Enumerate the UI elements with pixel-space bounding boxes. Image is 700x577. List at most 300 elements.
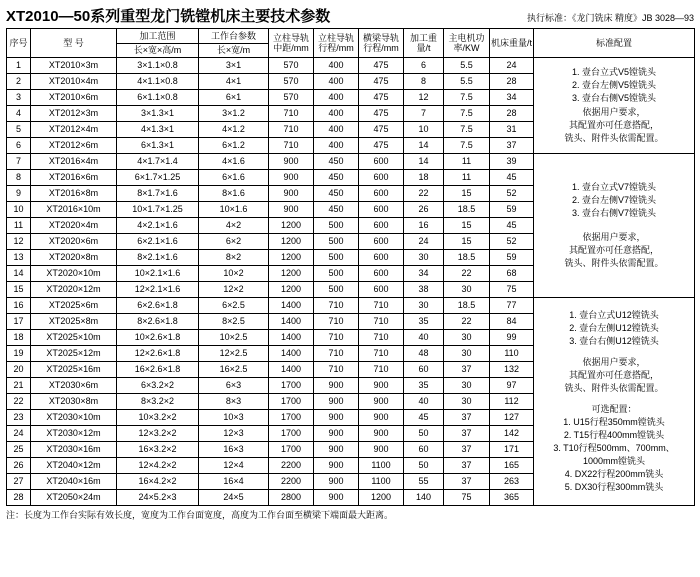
cell-no: 19 bbox=[7, 346, 31, 362]
cell-load: 14 bbox=[404, 138, 444, 154]
cell-table: 4×1.6 bbox=[199, 154, 269, 170]
cell-power: 22 bbox=[444, 266, 490, 282]
cell-weight: 97 bbox=[490, 378, 534, 394]
cell-weight: 45 bbox=[490, 170, 534, 186]
cell-no: 24 bbox=[7, 426, 31, 442]
cell-table: 12×2.5 bbox=[199, 346, 269, 362]
cell-table: 12×2 bbox=[199, 282, 269, 298]
cell-no: 23 bbox=[7, 410, 31, 426]
config-line: 其配置亦可任意搭配， bbox=[568, 119, 659, 130]
cell-no: 14 bbox=[7, 266, 31, 282]
cell-load: 30 bbox=[404, 250, 444, 266]
cell-load: 12 bbox=[404, 90, 444, 106]
cell-col: 500 bbox=[314, 282, 359, 298]
cell-table: 3×1 bbox=[199, 58, 269, 74]
col-header-power: 主电机功率/KW bbox=[444, 29, 490, 58]
cell-model: XT2016×6m bbox=[31, 170, 117, 186]
cell-power: 75 bbox=[444, 490, 490, 506]
cell-mid: 1200 bbox=[269, 218, 314, 234]
cell-power: 37 bbox=[444, 442, 490, 458]
cell-col: 710 bbox=[314, 298, 359, 314]
cell-proc: 12×2.6×1.8 bbox=[117, 346, 199, 362]
cell-beam: 475 bbox=[359, 106, 404, 122]
cell-proc: 3×1.1×0.8 bbox=[117, 58, 199, 74]
cell-mid: 570 bbox=[269, 74, 314, 90]
config-line: 3. 壹台右侧V7镗铣头 bbox=[571, 208, 656, 219]
cell-power: 18.5 bbox=[444, 202, 490, 218]
cell-beam: 600 bbox=[359, 282, 404, 298]
config-line: 其配置亦可任意搭配， bbox=[568, 244, 659, 255]
cell-config-group-2 bbox=[534, 154, 695, 298]
cell-table: 6×1.2 bbox=[199, 138, 269, 154]
cell-col: 400 bbox=[314, 122, 359, 138]
cell-col: 710 bbox=[314, 330, 359, 346]
cell-load: 38 bbox=[404, 282, 444, 298]
col-subheader-proc: 长×宽×高/m bbox=[117, 44, 199, 58]
cell-col: 900 bbox=[314, 426, 359, 442]
cell-model: XT2016×10m bbox=[31, 202, 117, 218]
cell-beam: 710 bbox=[359, 330, 404, 346]
cell-weight: 31 bbox=[490, 122, 534, 138]
cell-proc: 10×2.6×1.8 bbox=[117, 330, 199, 346]
cell-weight: 112 bbox=[490, 394, 534, 410]
cell-model: XT2020×6m bbox=[31, 234, 117, 250]
cell-weight: 39 bbox=[490, 154, 534, 170]
cell-no: 9 bbox=[7, 186, 31, 202]
cell-mid: 1200 bbox=[269, 266, 314, 282]
cell-mid: 570 bbox=[269, 90, 314, 106]
config-line: 1000mm镗铣头 bbox=[582, 456, 646, 467]
col-header-beam-rail: 横梁导轨行程/mm bbox=[359, 29, 404, 58]
cell-beam: 475 bbox=[359, 74, 404, 90]
cell-power: 15 bbox=[444, 186, 490, 202]
cell-mid: 710 bbox=[269, 138, 314, 154]
cell-model: XT2016×4m bbox=[31, 154, 117, 170]
cell-power: 11 bbox=[444, 154, 490, 170]
cell-beam: 600 bbox=[359, 266, 404, 282]
cell-weight: 59 bbox=[490, 202, 534, 218]
cell-mid: 1400 bbox=[269, 346, 314, 362]
cell-power: 7.5 bbox=[444, 138, 490, 154]
cell-load: 50 bbox=[404, 458, 444, 474]
cell-load: 60 bbox=[404, 362, 444, 378]
cell-no: 18 bbox=[7, 330, 31, 346]
col-header-table-params: 工作台参数 bbox=[199, 29, 269, 44]
cell-mid: 1700 bbox=[269, 410, 314, 426]
cell-beam: 600 bbox=[359, 154, 404, 170]
cell-proc: 6×2.6×1.8 bbox=[117, 298, 199, 314]
cell-table: 6×2 bbox=[199, 234, 269, 250]
cell-load: 14 bbox=[404, 154, 444, 170]
cell-no: 6 bbox=[7, 138, 31, 154]
cell-no: 13 bbox=[7, 250, 31, 266]
config-line: 2. 壹台左侧U12镗铣头 bbox=[569, 322, 659, 333]
cell-col: 450 bbox=[314, 186, 359, 202]
cell-col: 900 bbox=[314, 442, 359, 458]
standard-value: 《龙门铣床 精度》JB 3028—93 bbox=[571, 13, 694, 23]
cell-beam: 900 bbox=[359, 426, 404, 442]
col-header-proc-range: 加工范围 bbox=[117, 29, 199, 44]
cell-beam: 475 bbox=[359, 58, 404, 74]
cell-no: 15 bbox=[7, 282, 31, 298]
cell-beam: 600 bbox=[359, 218, 404, 234]
cell-table: 16×4 bbox=[199, 474, 269, 490]
col-header-machine-weight: 机床重量/t bbox=[490, 29, 534, 58]
spec-table bbox=[6, 28, 695, 506]
cell-table: 4×2 bbox=[199, 218, 269, 234]
cell-proc: 12×4.2×2 bbox=[117, 458, 199, 474]
cell-mid: 1700 bbox=[269, 442, 314, 458]
cell-col: 400 bbox=[314, 106, 359, 122]
config-line: 2. 壹台左侧V7镗铣头 bbox=[571, 195, 656, 206]
cell-beam: 900 bbox=[359, 442, 404, 458]
table-row bbox=[7, 58, 695, 74]
cell-weight: 37 bbox=[490, 138, 534, 154]
cell-model: XT2012×4m bbox=[31, 122, 117, 138]
table-body bbox=[7, 58, 695, 506]
table-footnote: 注：长度为工作台实际有效长度，宽度为工作台面宽度，高度为工作台面至横梁下端面最大距离。 bbox=[6, 510, 394, 520]
cell-no: 8 bbox=[7, 170, 31, 186]
cell-model: XT2016×8m bbox=[31, 186, 117, 202]
cell-beam: 475 bbox=[359, 90, 404, 106]
config-line: 铣头、附件头依需配置。 bbox=[564, 382, 664, 393]
cell-table: 4×1.2 bbox=[199, 122, 269, 138]
cell-mid: 900 bbox=[269, 170, 314, 186]
cell-proc: 12×3.2×2 bbox=[117, 426, 199, 442]
cell-col: 710 bbox=[314, 346, 359, 362]
cell-beam: 475 bbox=[359, 122, 404, 138]
cell-col: 400 bbox=[314, 90, 359, 106]
cell-mid: 710 bbox=[269, 122, 314, 138]
cell-model: XT2040×12m bbox=[31, 458, 117, 474]
table-head bbox=[7, 29, 695, 58]
config-line: 1. U15行程350mm镗铣头 bbox=[563, 417, 665, 428]
cell-beam: 475 bbox=[359, 138, 404, 154]
cell-col: 450 bbox=[314, 202, 359, 218]
cell-mid: 2200 bbox=[269, 458, 314, 474]
cell-proc: 4×2.1×1.6 bbox=[117, 218, 199, 234]
cell-mid: 1700 bbox=[269, 426, 314, 442]
config-line: 依据用户要求， bbox=[582, 106, 646, 117]
cell-no: 20 bbox=[7, 362, 31, 378]
config-line: 1. 壹台立式U12镗铣头 bbox=[569, 309, 659, 320]
config-line: 5. DX30行程300mm铣头 bbox=[564, 482, 664, 493]
cell-no: 11 bbox=[7, 218, 31, 234]
cell-col: 400 bbox=[314, 58, 359, 74]
cell-col: 710 bbox=[314, 362, 359, 378]
cell-load: 55 bbox=[404, 474, 444, 490]
cell-model: XT2030×6m bbox=[31, 378, 117, 394]
cell-load: 18 bbox=[404, 170, 444, 186]
cell-proc: 10×1.7×1.25 bbox=[117, 202, 199, 218]
cell-mid: 1200 bbox=[269, 234, 314, 250]
cell-mid: 570 bbox=[269, 58, 314, 74]
cell-power: 30 bbox=[444, 378, 490, 394]
cell-weight: 28 bbox=[490, 74, 534, 90]
cell-config-group-3 bbox=[534, 298, 695, 506]
cell-power: 18.5 bbox=[444, 250, 490, 266]
cell-no: 4 bbox=[7, 106, 31, 122]
cell-col: 900 bbox=[314, 410, 359, 426]
cell-mid: 900 bbox=[269, 186, 314, 202]
cell-power: 30 bbox=[444, 330, 490, 346]
cell-beam: 710 bbox=[359, 346, 404, 362]
cell-model: XT2025×16m bbox=[31, 362, 117, 378]
cell-proc: 6×1.7×1.25 bbox=[117, 170, 199, 186]
cell-weight: 84 bbox=[490, 314, 534, 330]
cell-mid: 1400 bbox=[269, 362, 314, 378]
cell-load: 40 bbox=[404, 394, 444, 410]
cell-beam: 710 bbox=[359, 298, 404, 314]
cell-beam: 900 bbox=[359, 394, 404, 410]
cell-no: 26 bbox=[7, 458, 31, 474]
cell-weight: 77 bbox=[490, 298, 534, 314]
cell-proc: 10×2.1×1.6 bbox=[117, 266, 199, 282]
cell-table: 6×1 bbox=[199, 90, 269, 106]
cell-power: 37 bbox=[444, 426, 490, 442]
cell-power: 37 bbox=[444, 362, 490, 378]
cell-load: 60 bbox=[404, 442, 444, 458]
cell-load: 35 bbox=[404, 314, 444, 330]
cell-power: 30 bbox=[444, 282, 490, 298]
cell-proc: 12×2.1×1.6 bbox=[117, 282, 199, 298]
cell-power: 5.5 bbox=[444, 58, 490, 74]
cell-col: 450 bbox=[314, 170, 359, 186]
col-header-config: 标准配置 bbox=[534, 29, 695, 58]
cell-no: 21 bbox=[7, 378, 31, 394]
cell-beam: 900 bbox=[359, 410, 404, 426]
standard-label: 执行标准： bbox=[526, 13, 572, 23]
cell-load: 26 bbox=[404, 202, 444, 218]
cell-model: XT2012×3m bbox=[31, 106, 117, 122]
cell-mid: 1400 bbox=[269, 330, 314, 346]
cell-beam: 1200 bbox=[359, 490, 404, 506]
cell-weight: 52 bbox=[490, 186, 534, 202]
cell-load: 6 bbox=[404, 58, 444, 74]
cell-power: 7.5 bbox=[444, 106, 490, 122]
col-header-model: 型 号 bbox=[31, 29, 117, 58]
cell-weight: 75 bbox=[490, 282, 534, 298]
cell-power: 5.5 bbox=[444, 74, 490, 90]
cell-load: 140 bbox=[404, 490, 444, 506]
cell-beam: 710 bbox=[359, 362, 404, 378]
cell-col: 500 bbox=[314, 234, 359, 250]
cell-table: 16×3 bbox=[199, 442, 269, 458]
cell-load: 24 bbox=[404, 234, 444, 250]
cell-model: XT2030×12m bbox=[31, 426, 117, 442]
cell-model: XT2030×8m bbox=[31, 394, 117, 410]
cell-proc: 16×4.2×2 bbox=[117, 474, 199, 490]
cell-load: 16 bbox=[404, 218, 444, 234]
cell-table: 24×5 bbox=[199, 490, 269, 506]
cell-weight: 28 bbox=[490, 106, 534, 122]
config-line: 1. 壹台立式V7镗铣头 bbox=[571, 182, 656, 193]
config-line: 依据用户要求， bbox=[582, 356, 646, 367]
cell-mid: 1400 bbox=[269, 314, 314, 330]
cell-proc: 6×3.2×2 bbox=[117, 378, 199, 394]
cell-col: 900 bbox=[314, 490, 359, 506]
cell-proc: 10×3.2×2 bbox=[117, 410, 199, 426]
cell-weight: 142 bbox=[490, 426, 534, 442]
cell-col: 900 bbox=[314, 394, 359, 410]
cell-no: 27 bbox=[7, 474, 31, 490]
cell-proc: 6×1.3×1 bbox=[117, 138, 199, 154]
cell-model: XT2020×8m bbox=[31, 250, 117, 266]
cell-mid: 1400 bbox=[269, 298, 314, 314]
cell-power: 30 bbox=[444, 394, 490, 410]
col-subheader-table: 长×宽/m bbox=[199, 44, 269, 58]
cell-proc: 4×1.7×1.4 bbox=[117, 154, 199, 170]
cell-load: 48 bbox=[404, 346, 444, 362]
cell-col: 900 bbox=[314, 474, 359, 490]
cell-power: 22 bbox=[444, 314, 490, 330]
cell-proc: 8×2.1×1.6 bbox=[117, 250, 199, 266]
cell-weight: 110 bbox=[490, 346, 534, 362]
cell-model: XT2030×16m bbox=[31, 442, 117, 458]
cell-no: 17 bbox=[7, 314, 31, 330]
cell-model: XT2020×12m bbox=[31, 282, 117, 298]
document-header bbox=[6, 4, 694, 26]
cell-mid: 2200 bbox=[269, 474, 314, 490]
cell-model: XT2025×12m bbox=[31, 346, 117, 362]
cell-model: XT2010×4m bbox=[31, 74, 117, 90]
cell-weight: 34 bbox=[490, 90, 534, 106]
cell-load: 7 bbox=[404, 106, 444, 122]
col-header-col-rail: 立柱导轨行程/mm bbox=[314, 29, 359, 58]
cell-mid: 2800 bbox=[269, 490, 314, 506]
cell-weight: 24 bbox=[490, 58, 534, 74]
cell-beam: 900 bbox=[359, 378, 404, 394]
cell-power: 7.5 bbox=[444, 90, 490, 106]
table-row bbox=[7, 154, 695, 170]
config-line: 2. T15行程400mm镗铣头 bbox=[563, 430, 665, 441]
cell-weight: 127 bbox=[490, 410, 534, 426]
cell-beam: 600 bbox=[359, 250, 404, 266]
cell-table: 8×2.5 bbox=[199, 314, 269, 330]
cell-no: 3 bbox=[7, 90, 31, 106]
cell-table: 10×2 bbox=[199, 266, 269, 282]
config-line: 3. 壹台右侧U12镗铣头 bbox=[569, 335, 659, 346]
cell-weight: 45 bbox=[490, 218, 534, 234]
cell-no: 12 bbox=[7, 234, 31, 250]
cell-proc: 8×1.7×1.6 bbox=[117, 186, 199, 202]
cell-no: 1 bbox=[7, 58, 31, 74]
cell-load: 45 bbox=[404, 410, 444, 426]
col-header-no: 序号 bbox=[7, 29, 31, 58]
cell-col: 400 bbox=[314, 74, 359, 90]
cell-model: XT2025×10m bbox=[31, 330, 117, 346]
cell-proc: 6×2.1×1.6 bbox=[117, 234, 199, 250]
cell-power: 37 bbox=[444, 474, 490, 490]
config-line: 铣头、附件头依需配置。 bbox=[564, 132, 664, 143]
cell-table: 6×3 bbox=[199, 378, 269, 394]
cell-weight: 171 bbox=[490, 442, 534, 458]
cell-col: 400 bbox=[314, 138, 359, 154]
cell-table: 10×3 bbox=[199, 410, 269, 426]
cell-beam: 600 bbox=[359, 170, 404, 186]
cell-mid: 1700 bbox=[269, 378, 314, 394]
cell-mid: 710 bbox=[269, 106, 314, 122]
cell-power: 7.5 bbox=[444, 122, 490, 138]
cell-beam: 600 bbox=[359, 202, 404, 218]
cell-table: 4×1 bbox=[199, 74, 269, 90]
cell-proc: 3×1.3×1 bbox=[117, 106, 199, 122]
cell-proc: 4×1.3×1 bbox=[117, 122, 199, 138]
cell-power: 15 bbox=[444, 234, 490, 250]
cell-proc: 8×2.6×1.8 bbox=[117, 314, 199, 330]
cell-col: 900 bbox=[314, 458, 359, 474]
cell-mid: 900 bbox=[269, 154, 314, 170]
cell-weight: 59 bbox=[490, 250, 534, 266]
cell-col: 500 bbox=[314, 250, 359, 266]
cell-model: XT2025×8m bbox=[31, 314, 117, 330]
cell-weight: 68 bbox=[490, 266, 534, 282]
cell-table: 8×1.6 bbox=[199, 186, 269, 202]
cell-no: 5 bbox=[7, 122, 31, 138]
cell-table: 10×1.6 bbox=[199, 202, 269, 218]
cell-power: 30 bbox=[444, 346, 490, 362]
cell-proc: 16×2.6×1.8 bbox=[117, 362, 199, 378]
cell-col: 710 bbox=[314, 314, 359, 330]
config-line: 可选配置： bbox=[591, 403, 637, 414]
cell-proc: 8×3.2×2 bbox=[117, 394, 199, 410]
col-header-load: 加工重量/t bbox=[404, 29, 444, 58]
cell-mid: 1700 bbox=[269, 394, 314, 410]
cell-power: 37 bbox=[444, 410, 490, 426]
cell-proc: 16×3.2×2 bbox=[117, 442, 199, 458]
cell-model: XT2020×4m bbox=[31, 218, 117, 234]
cell-proc: 24×5.2×3 bbox=[117, 490, 199, 506]
cell-no: 25 bbox=[7, 442, 31, 458]
config-line: 2. 壹台左侧V5镗铣头 bbox=[571, 80, 656, 91]
cell-col: 900 bbox=[314, 378, 359, 394]
cell-table: 16×2.5 bbox=[199, 362, 269, 378]
cell-no: 16 bbox=[7, 298, 31, 314]
cell-proc: 4×1.1×0.8 bbox=[117, 74, 199, 90]
cell-power: 18.5 bbox=[444, 298, 490, 314]
config-line: 依据用户要求， bbox=[582, 231, 646, 242]
cell-table: 8×2 bbox=[199, 250, 269, 266]
config-line: 3. 壹台右侧V5镗铣头 bbox=[571, 93, 656, 104]
cell-model: XT2050×24m bbox=[31, 490, 117, 506]
cell-load: 35 bbox=[404, 378, 444, 394]
cell-load: 50 bbox=[404, 426, 444, 442]
cell-weight: 132 bbox=[490, 362, 534, 378]
table-row bbox=[7, 298, 695, 314]
cell-power: 37 bbox=[444, 458, 490, 474]
cell-weight: 52 bbox=[490, 234, 534, 250]
cell-mid: 1200 bbox=[269, 250, 314, 266]
cell-weight: 263 bbox=[490, 474, 534, 490]
cell-beam: 1100 bbox=[359, 474, 404, 490]
config-line: 1. 壹台立式V5镗铣头 bbox=[571, 67, 656, 78]
cell-beam: 710 bbox=[359, 314, 404, 330]
cell-table: 12×3 bbox=[199, 426, 269, 442]
cell-col: 500 bbox=[314, 266, 359, 282]
cell-beam: 1100 bbox=[359, 458, 404, 474]
cell-mid: 1200 bbox=[269, 282, 314, 298]
config-line: 3. T10行程500mm、700mm、 bbox=[553, 443, 675, 454]
cell-load: 8 bbox=[404, 74, 444, 90]
cell-model: XT2010×6m bbox=[31, 90, 117, 106]
cell-power: 15 bbox=[444, 218, 490, 234]
cell-table: 10×2.5 bbox=[199, 330, 269, 346]
cell-table: 6×2.5 bbox=[199, 298, 269, 314]
cell-col: 500 bbox=[314, 218, 359, 234]
cell-no: 22 bbox=[7, 394, 31, 410]
page-title: XT2010—50系列重型龙门铣镗机床主要技术参数 bbox=[6, 8, 331, 25]
cell-weight: 365 bbox=[490, 490, 534, 506]
